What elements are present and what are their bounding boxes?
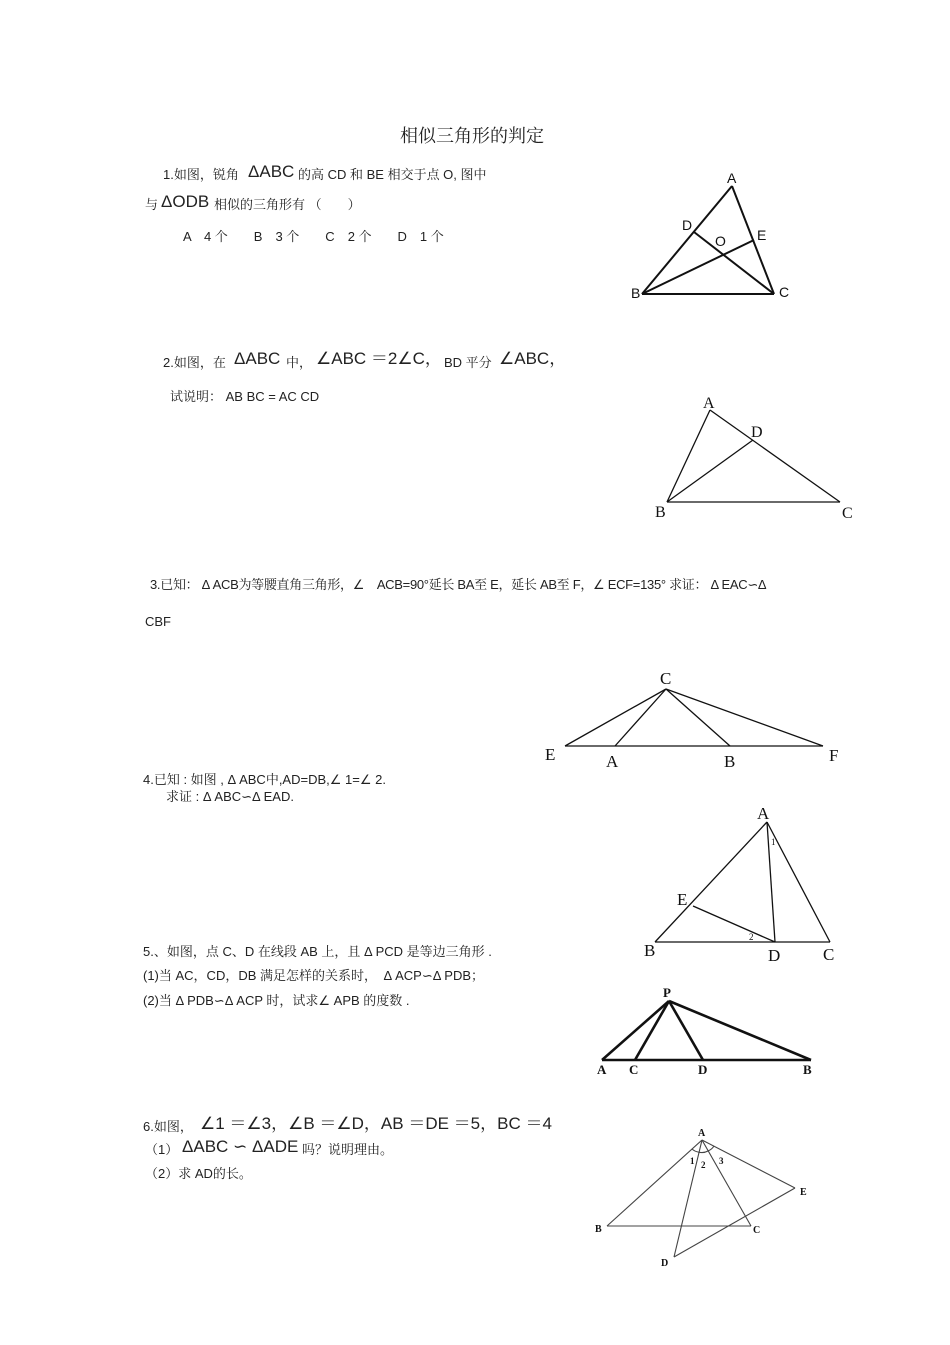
q1-line2-suffix: 相似的三角形有 （ ）: [214, 197, 361, 212]
q5-segment-pd: [669, 1001, 703, 1060]
q6-prefix: 6.如图，: [143, 1119, 193, 1134]
q1-triangle-odb: ΔODB: [161, 192, 210, 211]
q2-angle-abc: ∠ABC，: [499, 349, 567, 368]
q2-prefix: 2.如图，在: [163, 355, 226, 370]
q6-figure: [585, 1115, 825, 1275]
q1-line2-prefix: 与: [145, 197, 159, 212]
q4-label-d: D: [768, 946, 781, 965]
q2-triangle-abc: ΔABC: [234, 349, 281, 368]
q1-label-c: C: [779, 284, 790, 300]
q1-label-b: B: [631, 285, 641, 301]
q6-side-ad: [674, 1140, 702, 1257]
q6-label-c: C: [753, 1225, 761, 1236]
q5-segment-pa: [602, 1001, 669, 1060]
q1-altitude-be: [642, 240, 754, 294]
q2-side-ac: [710, 410, 840, 502]
q1-triangle-abc: ΔABC: [248, 162, 295, 181]
q3-label-c: C: [660, 669, 672, 688]
q3-figure: [535, 665, 850, 775]
q2-label-a: A: [703, 395, 715, 412]
q6-arc-1: [692, 1149, 698, 1152]
q6-part1-suffix: 吗？说明理由。: [302, 1142, 394, 1157]
q2-condition: ∠ABC ＝2∠C，: [316, 349, 442, 368]
q3-segment-cb: [666, 689, 730, 746]
page-title: 相似三角形的判定: [400, 126, 544, 146]
q1-label-o: O: [715, 233, 726, 249]
q1-line1-suffix: 的高 CD 和 BE 相交于点 O, 图中: [298, 167, 487, 182]
q6-label-b: B: [595, 1224, 602, 1235]
q2-side-ab: [667, 410, 710, 502]
q4-figure: [635, 800, 850, 965]
q4-label-b: B: [644, 941, 656, 960]
q3-segment-ca: [615, 689, 666, 746]
q4-side-ac: [767, 822, 830, 942]
q1-label-a: A: [727, 170, 737, 186]
q3-segment-ce: [565, 689, 666, 746]
q5-line1: 5.、如图，点 C、D 在线段 AB 上，且 Δ PCD 是等边三角形 .: [143, 944, 492, 959]
q5-label-b: B: [803, 1062, 812, 1077]
q5-figure: [590, 980, 830, 1080]
q2-mid: 中，: [286, 355, 313, 370]
q5-label-p: P: [663, 985, 671, 1000]
q6-part1-similarity: ΔABC ∽ ΔADE: [182, 1137, 299, 1156]
q5-label-c: C: [629, 1062, 639, 1077]
q5-label-a: A: [597, 1062, 607, 1077]
q4-side-ab: [655, 822, 767, 942]
q5-line2: (1)当 AC，CD，DB 满足怎样的关系时， Δ ACP∽Δ PDB；: [143, 968, 485, 983]
q3-label-b: B: [724, 752, 736, 771]
q3-label-e: E: [545, 745, 556, 764]
q6-side-de: [674, 1188, 795, 1257]
q6-label-a: A: [698, 1128, 706, 1139]
q3-line1: 3.已知： Δ ACB为等腰直角三角形，∠ ACB=90°延长 BA至 E，延长 AB至 F，∠ ECF=135° 求证： Δ EAC∽Δ: [150, 577, 767, 592]
q4-angle-1: 1: [771, 837, 776, 847]
q1-line1-prefix: 1.如图，锐角: [163, 167, 239, 182]
q2-figure: [640, 385, 870, 525]
q2-label-d: D: [751, 424, 763, 441]
q4-line2: 求证 : Δ ABC∽Δ EAD.: [166, 789, 294, 804]
q1-label-e: E: [757, 227, 767, 243]
q6-side-ab: [607, 1140, 702, 1226]
q3-line2: CBF: [145, 614, 171, 629]
q4-segment-ed: [693, 906, 775, 942]
q5-segment-pc: [635, 1001, 669, 1060]
q5-line3: (2)当 Δ PDB∽Δ ACP 时，试求∠ APB 的度数 .: [143, 993, 410, 1008]
q4-line1: 4.已知 : 如图 , Δ ABC中,AD=DB,∠ 1=∠ 2.: [143, 772, 386, 787]
q1-figure: [620, 160, 800, 310]
q2-label-b: B: [655, 504, 666, 521]
q4-label-c: C: [823, 945, 835, 964]
q5-label-d: D: [698, 1062, 708, 1077]
q2-bisector-bd: [667, 440, 753, 502]
q4-label-a: A: [757, 804, 770, 823]
q6-conditions: ∠1 ＝∠3，∠B ＝∠D，AB ＝DE ＝5，BC ＝4: [200, 1114, 552, 1133]
q4-label-e: E: [677, 890, 688, 909]
q3-label-a: A: [606, 752, 619, 771]
q2-bisector-text: BD 平分: [444, 355, 492, 370]
q6-part2: （2）求 AD的长。: [145, 1166, 252, 1181]
q6-label-e: E: [800, 1187, 807, 1198]
q6-angle-2: 2: [701, 1160, 706, 1170]
q6-arc-3: [708, 1146, 714, 1151]
q3-segment-cf: [666, 689, 823, 746]
q1-options: A 4 个 B 3 个 C 2 个 D 1 个: [183, 229, 444, 244]
q6-angle-1: 1: [690, 1156, 695, 1166]
q6-label-d: D: [661, 1258, 669, 1269]
q1-label-d: D: [682, 217, 693, 233]
q4-angle-2: 2: [749, 932, 754, 942]
q2-prove-line: 试说明： AB BC = AC CD: [170, 389, 320, 404]
q6-angle-3: 3: [719, 1156, 724, 1166]
q3-label-f: F: [829, 746, 839, 765]
q6-part1-prefix: （1）: [145, 1142, 179, 1157]
q5-segment-pb: [669, 1001, 811, 1060]
q2-label-c: C: [842, 505, 853, 522]
